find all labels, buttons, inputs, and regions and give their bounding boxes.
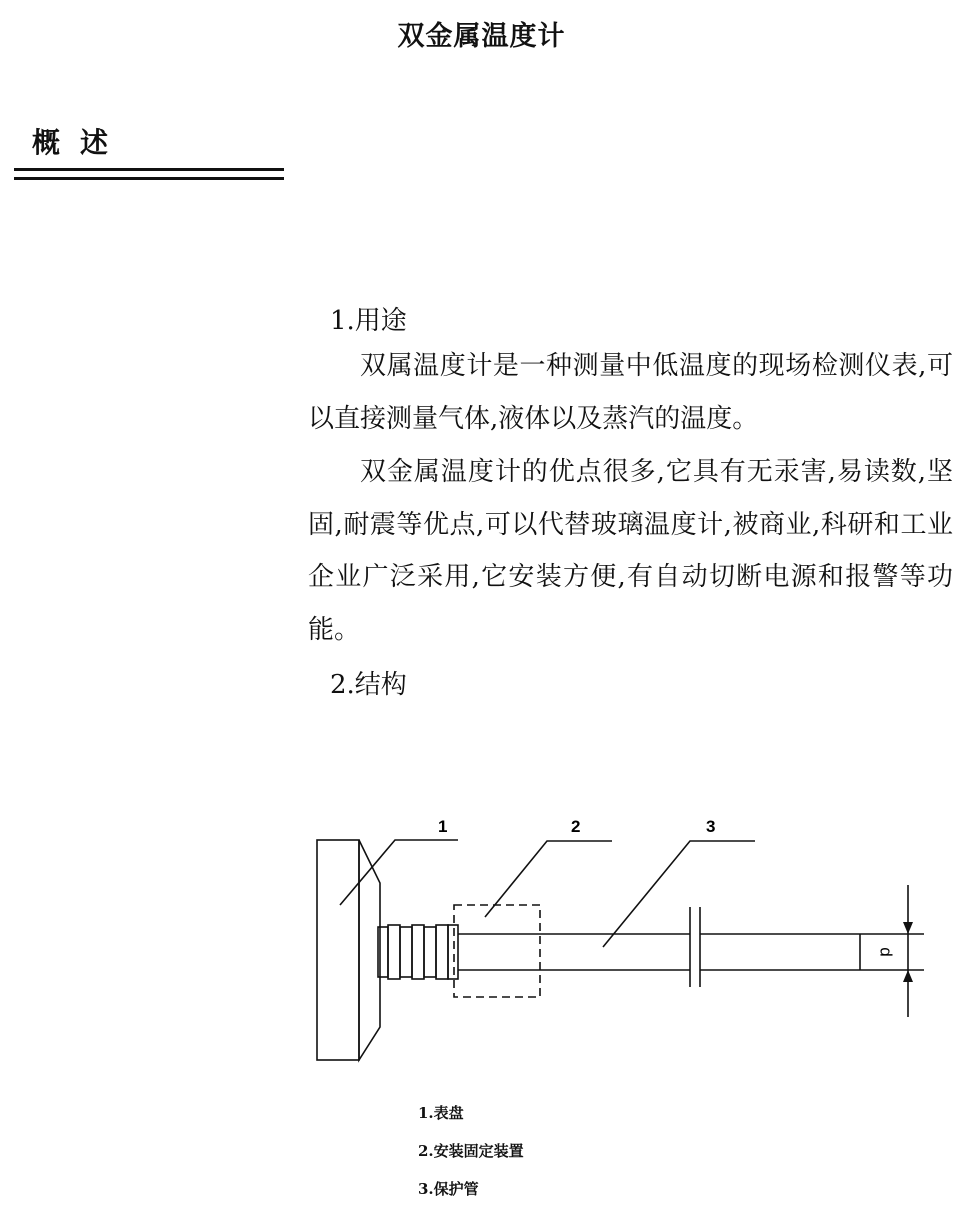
usage-heading: 1.用途 [330, 306, 407, 336]
mounting-fixture-outline [454, 905, 540, 997]
document-title: 双金属温度计 [397, 21, 566, 52]
callout-2: 2 [571, 817, 581, 836]
usage-paragraph-2: 双金属温度计的优点很多,它具有无汞害,易读数,坚固,耐震等优点,可以代替玻璃温度计,被商业,科研和工业企业广泛采用,它安装方便,有自动切断电源和报警等功能。 [308, 457, 953, 645]
usage-paragraph-1: 双属温度计是一种测量中低温度的现场检测仪表,可以直接测量气体,液体以及蒸汽的温度。 [308, 351, 953, 434]
thermometer-structure-diagram [300, 805, 940, 1070]
dimension-d-label: d [876, 947, 896, 957]
legend-item-dial: 1.表盘 [418, 1104, 464, 1122]
legend-item-mounting-fixture: 2.安装固定装置 [418, 1142, 524, 1160]
callout-3: 3 [706, 817, 716, 836]
dial-bezel [359, 840, 380, 1060]
callout-1: 1 [438, 817, 448, 836]
structure-heading: 2.结构 [330, 670, 407, 700]
section-heading: 概述 [32, 126, 129, 159]
legend-item-protective-tube: 3.保护管 [418, 1180, 479, 1198]
heading-double-rule [14, 168, 284, 180]
dial-body [317, 840, 359, 1060]
